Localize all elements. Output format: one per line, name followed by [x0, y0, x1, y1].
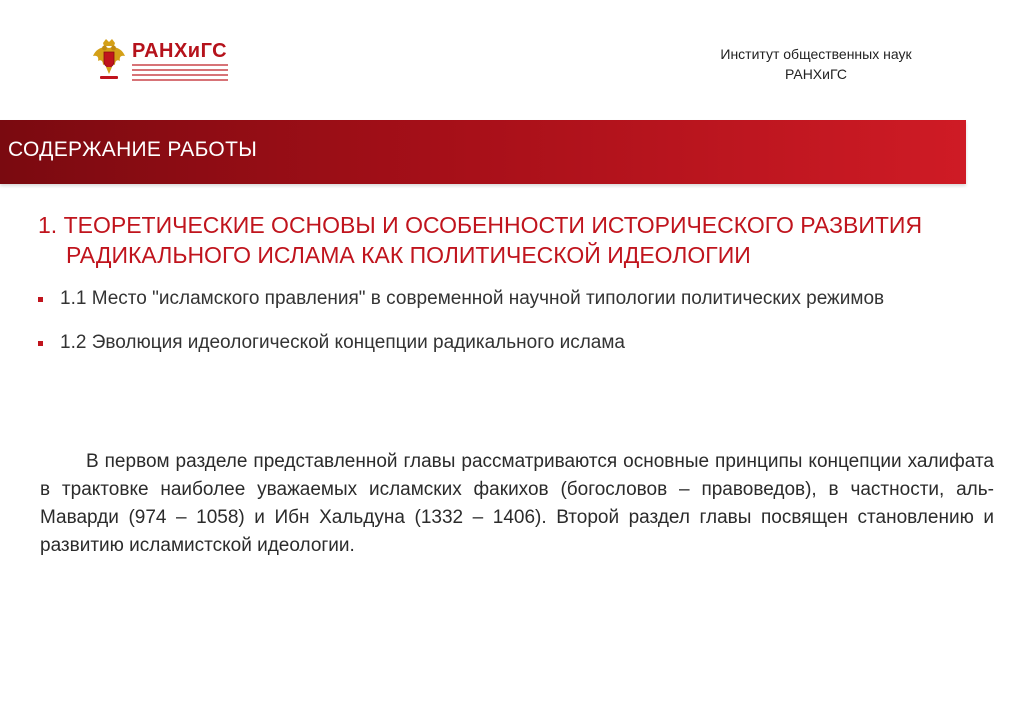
- body-paragraph: В первом разделе представленной главы рассматриваются основные принципы концепции халифата в трактовке наиболее уважаемых исламских факихов (богословов – правоведов), в частности, аль-Маварди (974 – 1058) и Ибн Хальдуна (1332 – 1406). Второй раздел главы посвящен становлению и развитию исламистской идеологии.: [40, 451, 994, 556]
- subsection-list: [38, 286, 978, 374]
- bullet-square-icon: [38, 297, 43, 302]
- logo-fine-print: [132, 64, 228, 84]
- logo: [92, 38, 232, 88]
- list-item: [38, 330, 978, 356]
- list-item-label: 1.2 Эволюция идеологической концепции радикального ислама: [60, 332, 625, 353]
- list-item: [38, 286, 978, 312]
- institute-caption: [690, 44, 942, 84]
- section-heading: 1. ТЕОРЕТИЧЕСКИЕ ОСНОВЫ И ОСОБЕННОСТИ ИСТОРИЧЕСКОГО РАЗВИТИЯ РАДИКАЛЬНОГО ИСЛАМА КАК ПОЛИТИЧЕСКОЙ ИДЕОЛОГИИ: [38, 212, 923, 268]
- institute-line-2: РАНХиГС: [784, 66, 848, 82]
- bullet-square-icon: [38, 341, 43, 346]
- institute-line-1: Институт общественных наук: [720, 46, 912, 62]
- double-headed-eagle-emblem: [92, 38, 126, 82]
- logo-name: РАНХиГС: [132, 40, 228, 62]
- title-banner: [0, 120, 966, 184]
- list-item-label: 1.1 Место "исламского правления" в современной научной типологии политических режимов: [60, 288, 885, 309]
- banner-title: СОДЕРЖАНИЕ РАБОТЫ: [8, 138, 258, 161]
